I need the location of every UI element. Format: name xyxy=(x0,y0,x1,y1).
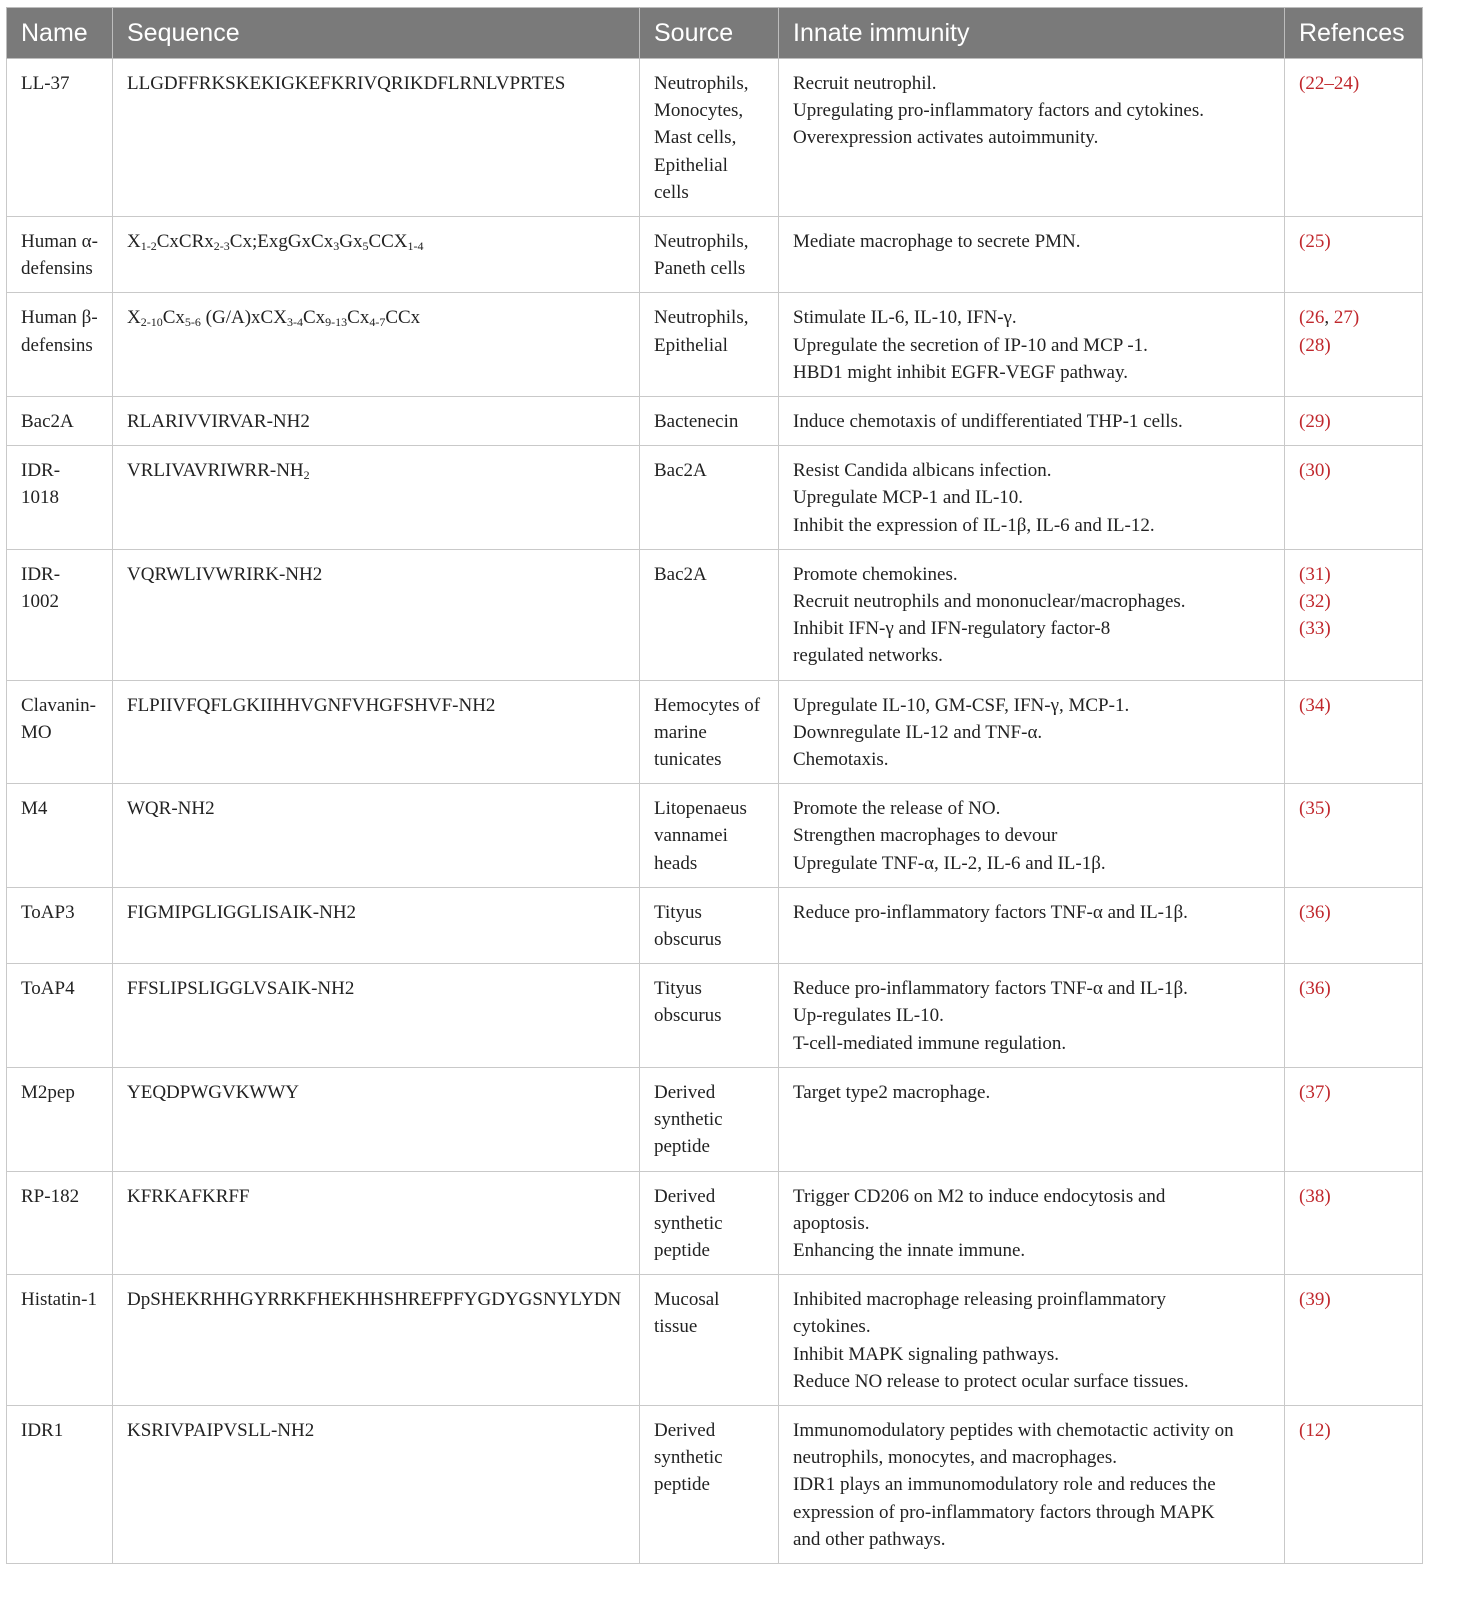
reference-link[interactable]: (29) xyxy=(1299,411,1331,433)
sequence-part: Cx;ExgGxCx xyxy=(229,231,334,253)
cell-name: Bac2A xyxy=(7,397,113,446)
cell-references xyxy=(1285,59,1423,217)
source-line: tissue xyxy=(654,1316,698,1338)
source-line: tunicates xyxy=(654,749,722,771)
table-row xyxy=(7,59,1423,217)
reference-link[interactable]: (37) xyxy=(1299,1081,1331,1103)
sequence-part: 2-10 xyxy=(140,315,163,330)
cell-name: LL-37 xyxy=(7,59,113,217)
source-line: peptide xyxy=(654,1239,710,1261)
source-line: vannamei xyxy=(654,825,728,847)
sequence-part: X xyxy=(127,231,141,253)
reference-line xyxy=(1299,692,1408,719)
cell-innate-immunity xyxy=(779,446,1285,550)
source-line: marine xyxy=(654,721,707,743)
table-body xyxy=(7,59,1423,1564)
cell-sequence: VQRWLIVWRIRK-NH2 xyxy=(113,549,640,680)
immunity-line: Immunomodulatory peptides with chemotactic activity on xyxy=(793,1419,1234,1441)
header-references: Refences xyxy=(1285,8,1423,59)
reference-link[interactable]: (38) xyxy=(1299,1185,1331,1207)
cell-innate-immunity xyxy=(779,887,1285,963)
immunity-line: Target type2 macrophage. xyxy=(793,1081,991,1103)
reference-link[interactable]: (35) xyxy=(1299,798,1331,820)
source-line: Neutrophils, xyxy=(654,73,749,94)
immunity-line: IDR1 plays an immunomodulatory role and reduces the xyxy=(793,1474,1216,1496)
immunity-line: Strengthen macrophages to devour xyxy=(793,825,1058,847)
cell-references xyxy=(1285,397,1423,446)
immunity-line: Recruit neutrophils and mononuclear/macrophages. xyxy=(793,591,1186,613)
sequence-part: X xyxy=(127,307,141,329)
sequence-part: Cx xyxy=(302,307,326,329)
reference-line xyxy=(1299,70,1408,97)
immunity-line: Up-regulates IL-10. xyxy=(793,1005,944,1027)
reference-line xyxy=(1299,615,1408,642)
reference-link[interactable]: (31) xyxy=(1299,563,1331,585)
source-line: Neutrophils, xyxy=(654,307,749,329)
immunity-line: Mediate macrophage to secrete PMN. xyxy=(793,231,1081,253)
cell-sequence xyxy=(113,293,640,397)
cell-name: RP-182 xyxy=(7,1171,113,1275)
source-line: Derived xyxy=(654,1419,716,1441)
sequence-part: 5 xyxy=(362,239,369,254)
cell-innate-immunity xyxy=(779,217,1285,293)
reference-line xyxy=(1299,228,1408,255)
source-line: obscurus xyxy=(654,929,722,951)
cell-sequence xyxy=(113,446,640,550)
immunity-line: Chemotaxis. xyxy=(793,749,889,771)
reference-link[interactable]: (36) xyxy=(1299,978,1331,1000)
source-line: Litopenaeus xyxy=(654,798,747,820)
source-line: Tityus xyxy=(654,901,702,923)
source-line: Neutrophils, xyxy=(654,231,749,253)
reference-link[interactable]: (30) xyxy=(1299,460,1331,482)
cell-references xyxy=(1285,1067,1423,1171)
cell-references xyxy=(1285,549,1423,680)
immunity-line: Upregulate the secretion of IP-10 and MCP -1. xyxy=(793,334,1148,356)
reference-line xyxy=(1299,975,1408,1002)
cell-innate-immunity xyxy=(779,1067,1285,1171)
reference-link[interactable]: (22–24) xyxy=(1299,73,1360,94)
cell-references xyxy=(1285,293,1423,397)
reference-link[interactable]: 27) xyxy=(1333,307,1360,329)
immunity-line: Recruit neutrophil. xyxy=(793,73,937,94)
cell-references xyxy=(1285,217,1423,293)
header-sequence: Sequence xyxy=(113,8,640,59)
reference-line xyxy=(1299,1286,1408,1313)
cell-sequence: YEQDPWGVKWWY xyxy=(113,1067,640,1171)
cell-name: IDR-1018 xyxy=(7,446,113,550)
cell-innate-immunity xyxy=(779,397,1285,446)
immunity-line: Upregulate IL-10, GM-CSF, IFN-γ, MCP-1. xyxy=(793,694,1130,716)
source-line: Paneth cells xyxy=(654,258,746,280)
cell-source xyxy=(640,397,779,446)
table-row xyxy=(7,680,1423,784)
cell-sequence: WQR-NH2 xyxy=(113,784,640,888)
cell-references xyxy=(1285,784,1423,888)
sequence-part: (G/A)xCX xyxy=(200,307,287,329)
source-line: Hemocytes of xyxy=(654,694,761,716)
cell-sequence: DpSHEKRHHGYRRKFHEKHHSHREFPFYGDYGSNYLYDN xyxy=(113,1275,640,1406)
sequence-part: VRLIVAVRIWRR-NH xyxy=(127,460,304,482)
cell-name: IDR1 xyxy=(7,1405,113,1563)
reference-line xyxy=(1299,1079,1408,1106)
cell-source xyxy=(640,887,779,963)
cell-source xyxy=(640,293,779,397)
sequence-part: CCX xyxy=(368,231,408,253)
cell-references xyxy=(1285,680,1423,784)
table-row xyxy=(7,887,1423,963)
immunity-line: Resist Candida albicans infection. xyxy=(793,460,1052,482)
immunity-line: and other pathways. xyxy=(793,1528,946,1550)
immunity-line: T-cell-mediated immune regulation. xyxy=(793,1032,1067,1054)
cell-source xyxy=(640,1171,779,1275)
cell-source xyxy=(640,59,779,217)
immunity-line: Promote the release of NO. xyxy=(793,798,1001,820)
reference-link[interactable]: (32) xyxy=(1299,591,1331,613)
sequence-part: CxCRx xyxy=(156,231,214,253)
source-line: Derived xyxy=(654,1185,716,1207)
header-name: Name xyxy=(7,8,113,59)
source-line: synthetic xyxy=(654,1109,723,1131)
table-row xyxy=(7,964,1423,1068)
cell-source xyxy=(640,964,779,1068)
reference-link[interactable]: (26 xyxy=(1299,307,1325,329)
table-row xyxy=(7,1405,1423,1563)
immunity-line: expression of pro-inflammatory factors through MAPK xyxy=(793,1501,1215,1523)
source-line: Epithelial xyxy=(654,154,728,176)
sequence-part: 2 xyxy=(303,468,310,483)
reference-line xyxy=(1299,408,1408,435)
reference-link[interactable]: (12) xyxy=(1299,1419,1331,1441)
reference-line xyxy=(1299,1417,1408,1444)
reference-line xyxy=(1299,588,1408,615)
cell-references xyxy=(1285,1171,1423,1275)
table-row xyxy=(7,1067,1423,1171)
reference-line xyxy=(1299,457,1408,484)
sequence-part: 1-2 xyxy=(140,239,157,254)
reference-link[interactable]: (28) xyxy=(1299,334,1331,356)
immunity-line: Reduce pro-inflammatory factors TNF-α and IL-1β. xyxy=(793,901,1188,923)
reference-link[interactable]: (39) xyxy=(1299,1289,1331,1311)
source-line: Bac2A xyxy=(654,460,707,482)
source-line: Bac2A xyxy=(654,563,707,585)
cell-innate-immunity xyxy=(779,1275,1285,1406)
immunity-line: Inhibit the expression of IL-1β, IL-6 and IL-12. xyxy=(793,514,1155,536)
header-innate-immunity: Innate immunity xyxy=(779,8,1285,59)
cell-innate-immunity xyxy=(779,1171,1285,1275)
cell-name: IDR-1002 xyxy=(7,549,113,680)
cell-name: ToAP4 xyxy=(7,964,113,1068)
cell-sequence: KFRKAFKRFF xyxy=(113,1171,640,1275)
cell-innate-immunity xyxy=(779,549,1285,680)
cell-innate-immunity xyxy=(779,293,1285,397)
cell-innate-immunity xyxy=(779,680,1285,784)
sequence-part: 5-6 xyxy=(184,315,201,330)
table-row xyxy=(7,397,1423,446)
sequence-part: CCx xyxy=(385,307,421,329)
cell-references xyxy=(1285,1275,1423,1406)
cell-name: Histatin-1 xyxy=(7,1275,113,1406)
cell-name: M2pep xyxy=(7,1067,113,1171)
cell-sequence: FLPIIVFQFLGKIIHHVGNFVHGFSHVF-NH2 xyxy=(113,680,640,784)
cell-name: Human α-defensins xyxy=(7,217,113,293)
cell-references xyxy=(1285,446,1423,550)
table-row xyxy=(7,217,1423,293)
reference-line xyxy=(1299,795,1408,822)
reference-link[interactable]: (33) xyxy=(1299,618,1331,640)
immunity-line: Stimulate IL-6, IL-10, IFN-γ. xyxy=(793,307,1017,329)
table-row xyxy=(7,549,1423,680)
cell-sequence xyxy=(113,217,640,293)
cell-sequence: RLARIVVIRVAR-NH2 xyxy=(113,397,640,446)
cell-source xyxy=(640,1067,779,1171)
immunity-line: Inhibit IFN-γ and IFN-regulatory factor-8 xyxy=(793,618,1111,640)
source-line: synthetic xyxy=(654,1212,723,1234)
source-line: peptide xyxy=(654,1136,710,1158)
sequence-part: 4-7 xyxy=(369,315,386,330)
immunity-line: cytokines. xyxy=(793,1316,871,1338)
reference-line xyxy=(1299,899,1408,926)
reference-link[interactable]: (25) xyxy=(1299,231,1331,253)
immunity-line: neutrophils, monocytes, and macrophages. xyxy=(793,1447,1117,1469)
immunity-line: Reduce NO release to protect ocular surface tissues. xyxy=(793,1370,1189,1392)
cell-innate-immunity xyxy=(779,1405,1285,1563)
cell-sequence: FFSLIPSLIGGLVSAIK-NH2 xyxy=(113,964,640,1068)
immunity-line: Inhibited macrophage releasing proinflammatory xyxy=(793,1289,1167,1311)
reference-line xyxy=(1299,332,1408,359)
sequence-part: Cx xyxy=(347,307,370,329)
table-row xyxy=(7,446,1423,550)
cell-source xyxy=(640,1275,779,1406)
cell-source xyxy=(640,446,779,550)
cell-source xyxy=(640,784,779,888)
immunity-line: regulated networks. xyxy=(793,645,943,667)
sequence-part: 3-4 xyxy=(286,315,303,330)
source-line: heads xyxy=(654,852,698,874)
source-line: Derived xyxy=(654,1081,716,1103)
immunity-line: Promote chemokines. xyxy=(793,563,958,585)
reference-line xyxy=(1299,1183,1408,1210)
peptide-table xyxy=(6,7,1423,1564)
source-line: cells xyxy=(654,181,689,203)
source-line: Monocytes, xyxy=(654,100,744,122)
immunity-line: Upregulate TNF-α, IL-2, IL-6 and IL-1β. xyxy=(793,852,1106,874)
cell-sequence: LLGDFFRKSKEKIGKEFKRIVQRIKDFLRNLVPRTES xyxy=(113,59,640,217)
cell-name: Clavanin-MO xyxy=(7,680,113,784)
table-row xyxy=(7,1275,1423,1406)
cell-innate-immunity xyxy=(779,964,1285,1068)
immunity-line: Reduce pro-inflammatory factors TNF-α and IL-1β. xyxy=(793,978,1188,1000)
source-line: obscurus xyxy=(654,1005,722,1027)
cell-references xyxy=(1285,1405,1423,1563)
reference-line xyxy=(1299,561,1408,588)
immunity-line: apoptosis. xyxy=(793,1212,870,1234)
source-line: synthetic xyxy=(654,1447,723,1469)
sequence-part: 2-3 xyxy=(213,239,230,254)
source-line: Mast cells, xyxy=(654,127,737,149)
cell-innate-immunity xyxy=(779,784,1285,888)
immunity-line: Downregulate IL-12 and TNF-α. xyxy=(793,721,1043,743)
reference-link[interactable]: (34) xyxy=(1299,694,1331,716)
sequence-part: 9-13 xyxy=(325,315,348,330)
source-line: Tityus xyxy=(654,978,702,1000)
immunity-line: Upregulating pro-inflammatory factors and cytokines. xyxy=(793,100,1205,122)
source-line: peptide xyxy=(654,1474,710,1496)
cell-references xyxy=(1285,964,1423,1068)
cell-source xyxy=(640,1405,779,1563)
cell-source xyxy=(640,217,779,293)
immunity-line: HBD1 might inhibit EGFR-VEGF pathway. xyxy=(793,361,1128,383)
immunity-line: Enhancing the innate immune. xyxy=(793,1239,1026,1261)
cell-sequence: KSRIVPAIPVSLL-NH2 xyxy=(113,1405,640,1563)
reference-line: (26, 27) xyxy=(1299,307,1360,329)
sequence-part: Gx xyxy=(339,231,363,253)
immunity-line: Inhibit MAPK signaling pathways. xyxy=(793,1343,1059,1365)
sequence-part: Cx xyxy=(162,307,185,329)
immunity-line: Trigger CD206 on M2 to induce endocytosis and xyxy=(793,1185,1166,1207)
cell-name: M4 xyxy=(7,784,113,888)
immunity-line: Overexpression activates autoimmunity. xyxy=(793,127,1099,149)
table-header-row xyxy=(7,8,1423,59)
cell-name: Human β-defensins xyxy=(7,293,113,397)
immunity-line: Upregulate MCP-1 and IL-10. xyxy=(793,487,1024,509)
source-line: Bactenecin xyxy=(654,411,739,433)
cell-sequence: FIGMIPGLIGGLISAIK-NH2 xyxy=(113,887,640,963)
source-line: Epithelial xyxy=(654,334,728,356)
cell-name: ToAP3 xyxy=(7,887,113,963)
table-row xyxy=(7,784,1423,888)
header-source: Source xyxy=(640,8,779,59)
table-row xyxy=(7,1171,1423,1275)
sequence-part: 1-4 xyxy=(407,239,424,254)
cell-source xyxy=(640,680,779,784)
cell-source xyxy=(640,549,779,680)
source-line: Mucosal xyxy=(654,1289,720,1311)
reference-link[interactable]: (36) xyxy=(1299,901,1331,923)
cell-innate-immunity xyxy=(779,59,1285,217)
cell-references xyxy=(1285,887,1423,963)
table-row xyxy=(7,293,1423,397)
sequence-part: 3 xyxy=(333,239,340,254)
immunity-line: Induce chemotaxis of undifferentiated THP-1 cells. xyxy=(793,411,1183,433)
